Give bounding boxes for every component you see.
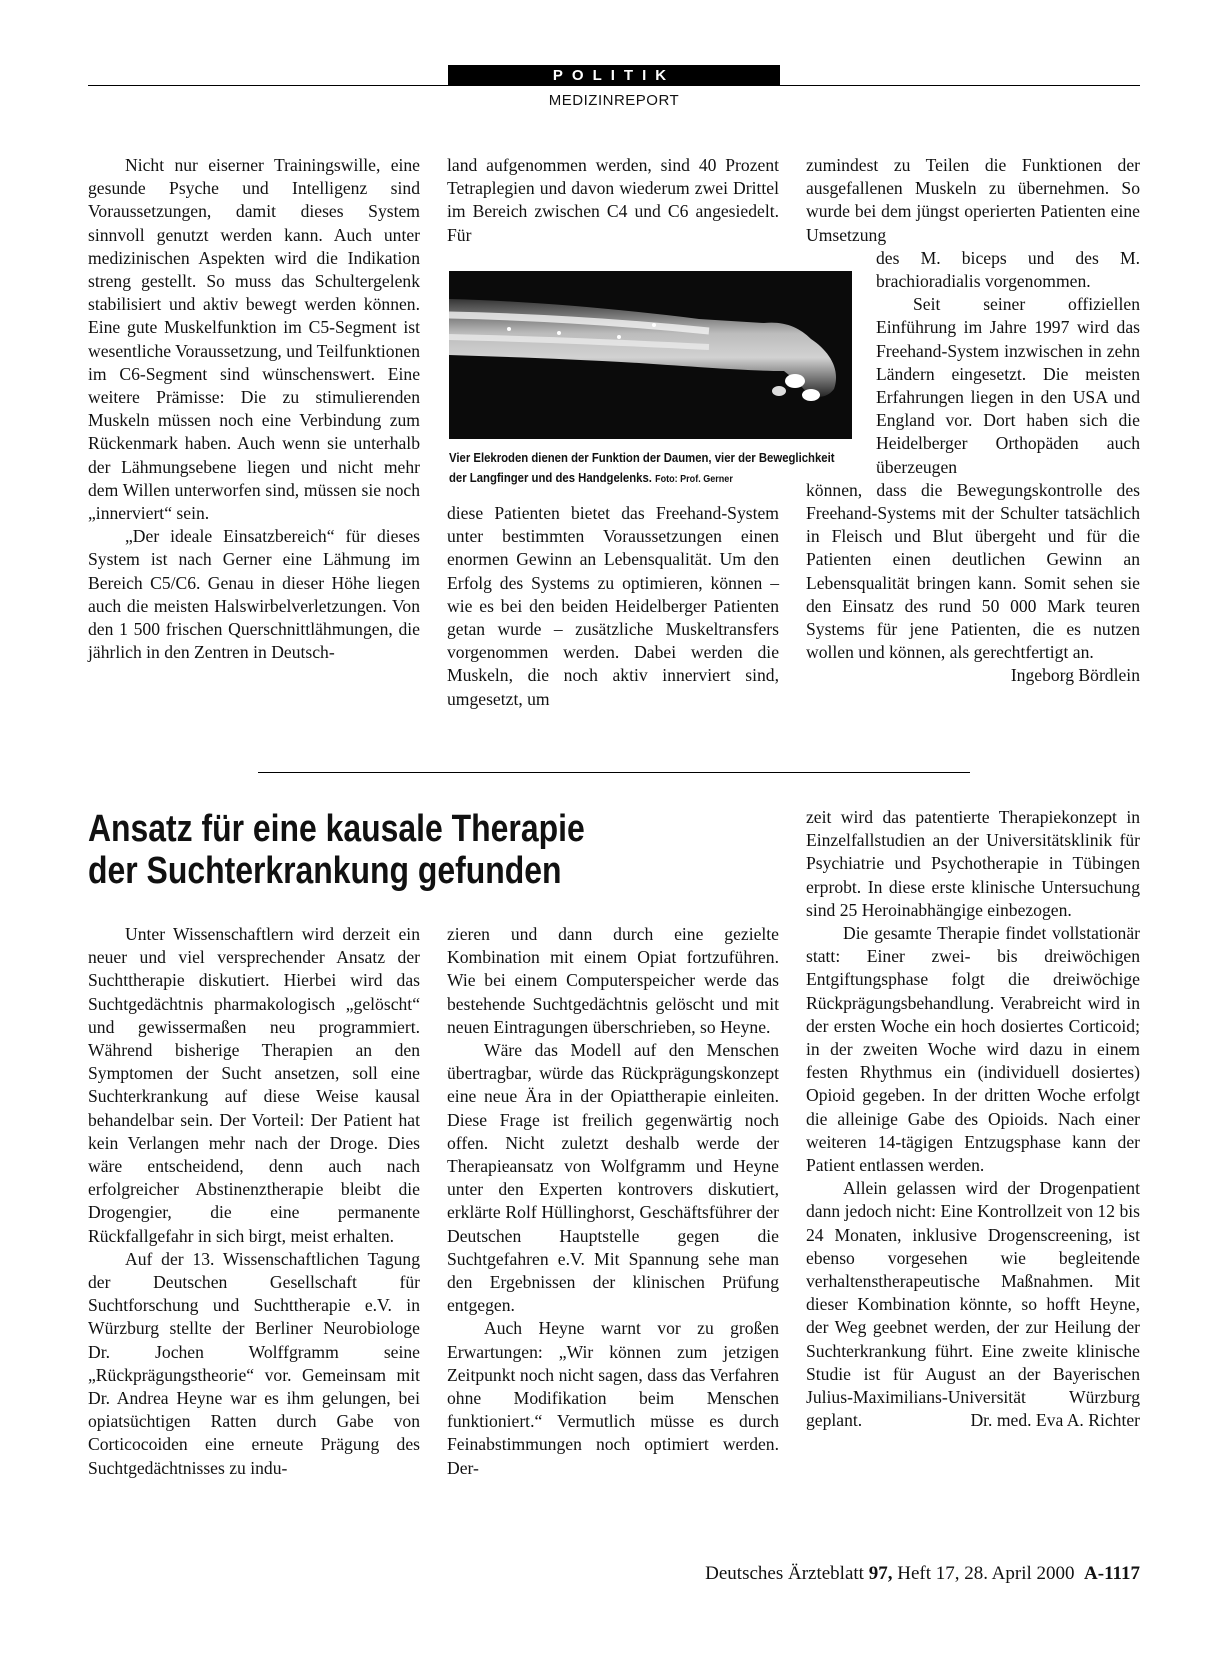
article1-column-3	[806, 154, 1140, 688]
article1-col3-narrow-para-2: Seit seiner offiziellen Einführung im Jahre 1997 wird das Freehand-System inzwischen in zehn Ländern eingesetzt. Die meisten Erfahrungen liegen in den USA und England vor. Dort haben sich die Heidelberger Orthopäden auch überzeugen	[876, 294, 1140, 477]
footer-journal: Deutsches Ärzteblatt	[705, 1563, 864, 1584]
xray-photo	[449, 271, 852, 439]
article2-column-3	[806, 806, 1140, 1432]
article2-col3-para-3-body: Allein gelassen wird der Drogenpatient dann jedoch nicht: Eine Kontrollzeit von 12 bis 24 Monaten, inklusive Drogenscreening, ist ebenso vorgesehen wie begleitende verhaltenstherapeutische Maßnahmen. Mit dieser Kombination könnte, so hofft Heyne, der Weg geebnet werden, der zur Heilung der Suchterkrankung führt. Eine zweite klinische Studie ist für August an der Bayerischen Julius-Maximilians-Universität Würzburg geplant.	[806, 1178, 1140, 1431]
photo-caption	[449, 448, 852, 489]
article1-col1-para-1: Nicht nur eiserner Trainingswille, eine gesunde Psyche und Intelligenz sind Voraussetzungen, damit dieses System sinnvoll genutzt werden kann. Auch unter medizinischen Aspekten wird die Indikation streng gestellt. So muss das Schultergelenk stabilisiert und aktiv bewegt werden können. Eine gute Muskelfunktion im C5-Segment ist wesentliche Voraussetzung, und Teilfunktionen im C6-Segment sind wünschenswert. Eine weitere Prämisse: Die zu stimulierenden Muskeln müssen noch eine Verbindung zum Rückenmark haben. Auch wenn sie unterhalb der Lähmungsebene liegen und nicht mehr dem Willen unterworfen sind, müssen sie noch „innerviert“ sein.	[88, 155, 421, 524]
subsection-label: MEDIZINREPORT	[548, 92, 680, 109]
article1-author: Ingeborg Bördlein	[1010, 665, 1140, 686]
article1-column-2-bottom	[447, 502, 779, 711]
article1-column-1	[88, 154, 420, 664]
footer-page-number: A-1117	[1084, 1563, 1140, 1584]
page-footer	[705, 1563, 1140, 1585]
article1-col3-bottom-body: können, dass die Bewegungskontrolle des Freehand-Systems mit der Schulter tatsächlich in Fleisch und Blut übergeht und für die Patienten einen deutlichen Gewinn an Lebensqualität bringen kann. Somit sehen sie den Einsatz des rund 50 000 Mark teuren Systems für jene Patienten, die es nutzen wollen und können, als gerechtfertigt an.	[806, 479, 1140, 663]
article2-author: Dr. med. Eva A. Richter	[970, 1410, 1140, 1431]
header-rule	[88, 85, 1140, 86]
article1-col2-top-text: land aufgenommen werden, sind 40 Prozent Tetraplegien und davon wiederum zwei Drittel im Bereich zwischen C4 und C6 angesiedelt. Für	[447, 155, 779, 245]
photo-caption-text: Vier Elekroden dienen der Funktion der Daumen, vier der Beweglichkeit der Langfinger und des Handgelenks.	[449, 450, 835, 485]
section-label: POLITIK	[448, 65, 780, 86]
article2-column-2	[447, 923, 779, 1480]
article2-col3-para-2: Die gesamte Therapie findet vollstationär statt: Einer zwei- bis dreiwöchigen Entgiftungsphase folgt die dreiwöchige Rückprägungsbehandlung. Verabreicht wird in der ersten Woche ein hoch dosiertes Corticoid; in der zweiten Woche wird dazu in einem festen Rhythmus ein (individuell dosiertes) Opioid gegeben. In der dritten Woche erfolgt die alleinige Gabe des Opioids. Nach einer weiteren 14-tägigen Entzugsphase kann der Patient entlassen werden.	[806, 923, 1140, 1176]
article1-col3-bottom-text	[806, 479, 1140, 686]
article1-column-2-top	[447, 154, 779, 247]
article1-col1-para-2: „Der ideale Einsatzbereich“ für dieses System ist nach Gerner eine Lähmung im Bereich C5/C6. Genau in dieser Höhe liegen auch die meisten Halswirbelverletzungen. Von den 1 500 frischen Querschnittlähmungen, die jährlich in den Zentren in Deutsch-	[88, 526, 420, 663]
article2-column-1	[88, 923, 420, 1480]
footer-issue: Heft 17, 28. April 2000	[897, 1563, 1075, 1584]
article2-col1-para-1: Unter Wissenschaftlern wird derzeit ein neuer und viel versprechender Ansatz der Suchttherapie diskutiert. Hierbei wird das Suchtgedächtnis pharmakologisch „gelöscht“ und gewissermaßen neu programmiert. Während bisherige Therapien an den Symptomen der Sucht ansetzen, soll eine Suchterkrankung auf diese Weise kausal behandelbar sein. Der Vorteil: Der Patient hat kein Verlangen mehr nach der Droge. Dies wäre entscheidend, denn auch nach erfolgreicher Abstinenztherapie bleibt die Drogengier, die eine permanente Rückfallgefahr in sich birgt, meist erhalten.	[88, 924, 420, 1246]
article2-col1-para-2: Auf der 13. Wissenschaftlichen Tagung der Deutschen Gesellschaft für Suchtforschung und Suchttherapie e.V. in Würzburg stellte der Berliner Neurobiologe Dr. Jochen Wolffgramm seine „Rückprägungstheorie“ vor. Gemeinsam mit Dr. Andrea Heyne war es ihm gelungen, bei opiatsüchtigen Ratten durch Gabe von Corticocoiden eine erneute Prägung des Suchtgedächtnisses zu indu-	[88, 1248, 420, 1478]
article2-col2-para-3: Auch Heyne warnt vor zu großen Erwartungen: „Wir können zum jetzigen Zeitpunkt noch nicht sagen, dass das Verfahren ohne Modifikation beim Menschen funktioniert.“ Vermutlich müsse es durch Feinabstimmungen noch optimiert werden. Der-	[447, 1318, 779, 1478]
article1-col3-top-text: zumindest zu Teilen die Funktionen der ausgefallenen Muskeln zu übernehmen. So wurde bei dem jüngst operierten Patienten eine Umsetzung	[806, 155, 1140, 245]
article2-col3-para-3	[806, 1177, 1140, 1432]
article2-headline: Ansatz für eine kausale Therapie der Suchterkrankung gefunden	[88, 808, 585, 892]
article1-col2-bottom-text: diese Patienten bietet das Freehand-System unter bestimmten Voraussetzungen einen enormen Gewinn an Lebensqualität. Um den Erfolg des Systems zu optimieren, können – wie es bei den beiden Heidelberger Patienten getan wurde – zusätzliche Muskeltransfers vorgenommen werden. Dabei werden die Muskeln, die noch aktiv innerviert sind, umgesetzt, um	[447, 503, 779, 709]
footer-volume: 97,	[868, 1563, 893, 1584]
article2-col2-para-2: Wäre das Modell auf den Menschen übertragbar, würde das Rückprägungskonzept eine neue Ära in der Opiattherapie einleiten. Diese Frage ist freilich gegenwärtig noch offen. Nicht zuletzt deshalb werde der Therapieansatz von Wolfgramm und Heyne unter den Experten kontrovers diskutiert, erklärte Rolf Hüllinghorst, Geschäftsführer der Deutschen Hauptstelle gegen die Suchtgefahren e.V. Mit Spannung sehe man den Ergebnissen der klinischen Prüfung entgegen.	[447, 1040, 779, 1316]
article1-col3-narrow-para-1: des M. biceps und des M. brachioradialis vorgenommen.	[876, 247, 1140, 292]
article2-col3-para-1: zeit wird das patentierte Therapiekonzept in Einzelfallstudien an der Universitätsklinik für Psychiatrie und Psychotherapie in Tübingen erprobt. In diese erste klinische Untersuchung sind 25 Heroinabhängige einbezogen.	[806, 807, 1140, 920]
article-separator	[258, 772, 970, 773]
xray-arm-image	[449, 271, 852, 439]
article1-col3-narrow	[876, 247, 1140, 479]
photo-credit: Foto: Prof. Gerner	[655, 473, 733, 485]
article2-col2-para-1: zieren und dann durch eine gezielte Kombination mit einem Opiat fortzuführen. Wie bei einem Computerspeicher werde das bestehende Suchtgedächtnis gelöscht und mit neuen Eintragungen überschrieben, so Heyne.	[447, 924, 779, 1037]
